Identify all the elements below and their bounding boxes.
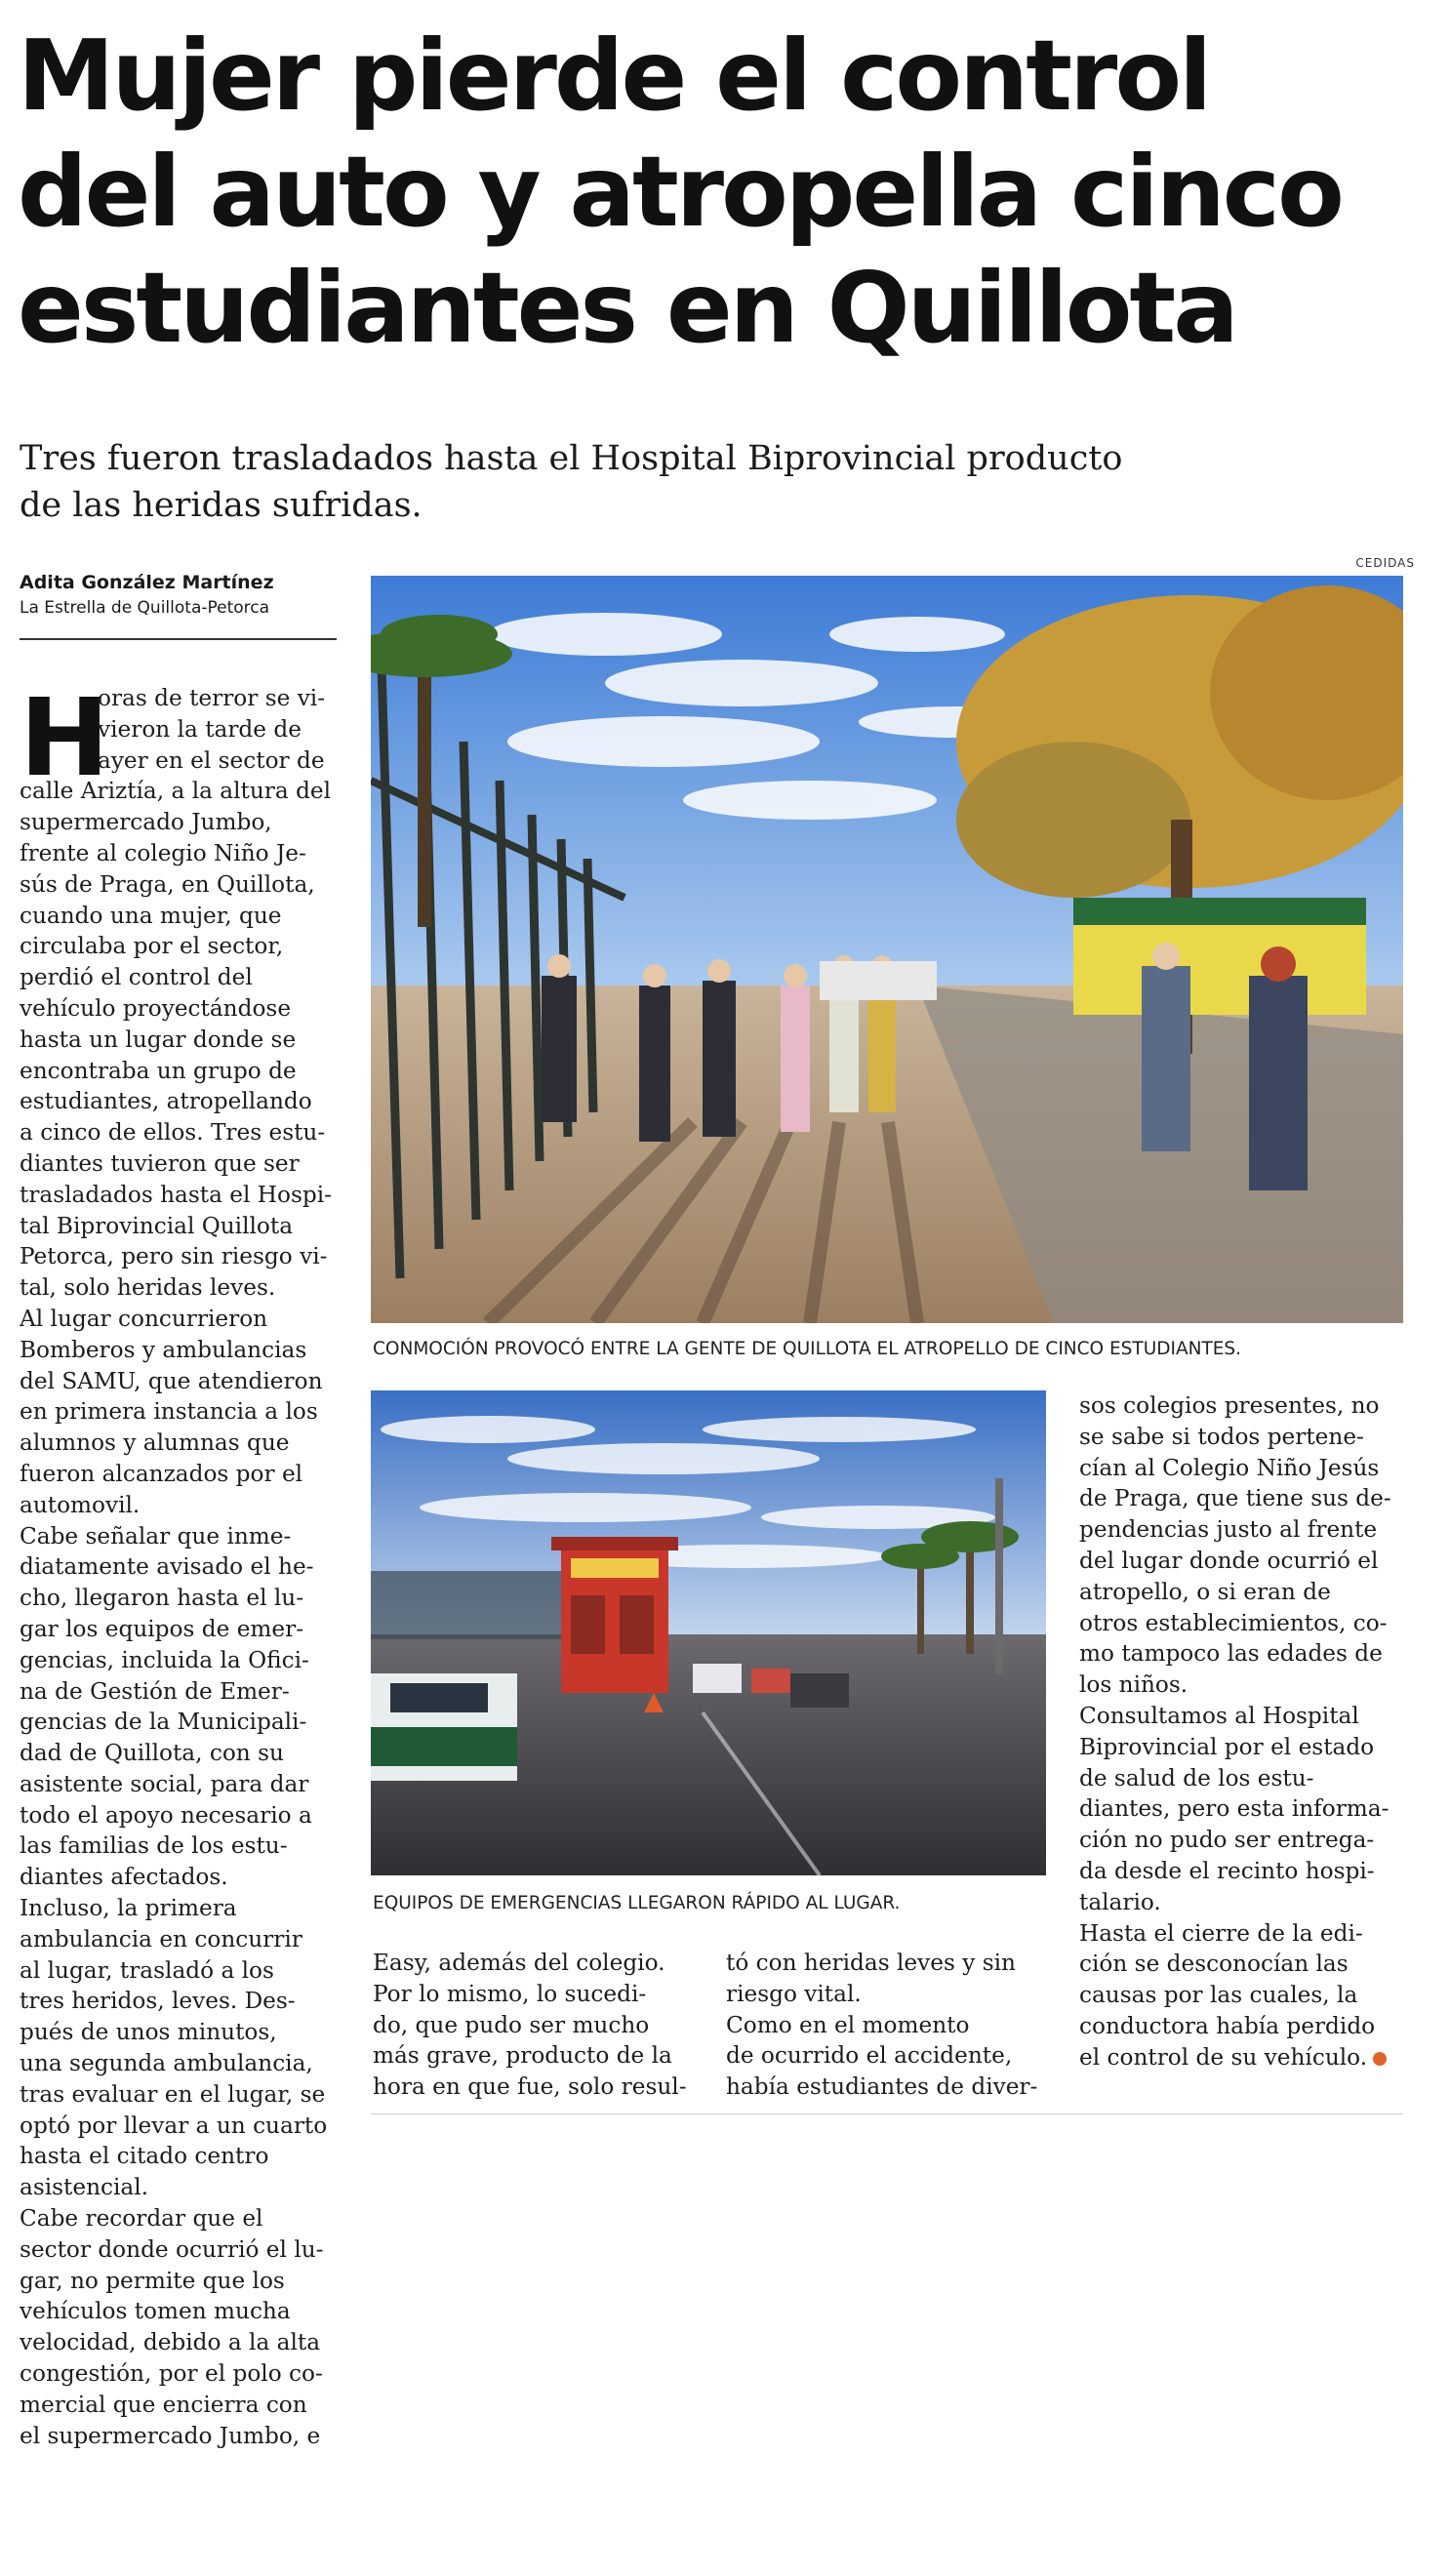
article-text-line: cían al Colegio Niño Jesús (1079, 1454, 1380, 1481)
article-text-line: diantes afectados. (20, 1864, 228, 1891)
article-text-line: tres heridos, leves. Des- (20, 1988, 296, 2015)
article-text-line: del lugar donde ocurrió el (1079, 1547, 1379, 1574)
article-text-line: do, que pudo ser mucho (373, 2011, 650, 2038)
article-text-line: da desde el recinto hospi- (1079, 1857, 1375, 1884)
article-text-line: Cabe recordar que el (20, 2205, 263, 2233)
article-text-line: gencias de la Municipali- (20, 1709, 307, 1736)
article-column-1 (20, 675, 342, 2451)
article-text-line: Consultamos al Hospital (1079, 1702, 1359, 1729)
article-text-line: de Praga, que tiene sus de- (1079, 1485, 1391, 1512)
article-text-line: tal, solo heridas leves. (20, 1274, 276, 1302)
article-text-line: vehículo proyectándose (20, 994, 292, 1022)
article-text-line: Cabe señalar que inme- (20, 1522, 292, 1550)
article-text-line: fueron alcanzados por el (20, 1460, 303, 1487)
article-text-line: Al lugar concurrieron (20, 1305, 268, 1332)
photo-caption: CONMOCIÓN PROVOCÓ ENTRE LA GENTE DE QUILLOTA EL ATROPELLO DE CINCO ESTUDIANTES. (373, 1339, 1242, 1359)
photo-emergency-vehicles (371, 1390, 1046, 1875)
article-text-line: diantes, pero esta informa- (1079, 1795, 1390, 1823)
headline-line: del auto y atropella cinco (18, 135, 1342, 249)
article-text-line: riesgo vital. (726, 1980, 862, 2007)
article-text-line: hora en que fue, solo resul- (373, 2073, 687, 2101)
article-text-line: asistencial. (20, 2174, 149, 2201)
article-text-line: atropello, o si eran de (1079, 1578, 1331, 1605)
byline (20, 570, 337, 620)
article-text-line: diantes tuvieron que ser (20, 1149, 300, 1177)
article-text-line: otros establecimientos, co- (1079, 1609, 1388, 1636)
article-column-2 (373, 1948, 695, 2103)
article-text-line: trasladados hasta el Hospi- (20, 1181, 332, 1208)
article-text-line: diatamente avisado el he- (20, 1553, 314, 1581)
article-text-line: velocidad, debido a la alta (20, 2329, 321, 2356)
article-text-line: había estudiantes de diver- (726, 2073, 1038, 2101)
article-text-line: perdió el control del (20, 964, 253, 991)
article-text-line: a cinco de ellos. Tres estu- (20, 1119, 326, 1147)
article-text-line: Biprovincial por el estado (1079, 1733, 1375, 1760)
photo-students-street (371, 576, 1403, 1323)
article-text-line: Easy, además del colegio. (373, 1950, 665, 1976)
byline-divider (20, 638, 337, 640)
article-text-line: conductora había perdido (1079, 2012, 1376, 2039)
subheadline-line: de las heridas sufridas. (20, 486, 423, 525)
photo-emergency-vehicles-image (371, 1390, 1046, 1875)
article-text-line: una segunda ambulancia, (20, 2050, 313, 2077)
article-text-line: dad de Quillota, con su (20, 1740, 284, 1767)
article-text-line: supermercado Jumbo, (20, 809, 272, 836)
article-text-line: automovil. (20, 1491, 141, 1518)
article-text-line: ción se desconocían las (1079, 1951, 1349, 1978)
article-text-line: tal Biprovincial Quillota (20, 1212, 294, 1239)
subheadline-line: Tres fueron trasladados hasta el Hospital Biprovincial producto (20, 439, 1123, 478)
article-text-line: mercial que encierra con (20, 2391, 307, 2418)
article-text-line: mo tampoco las edades de (1079, 1640, 1383, 1668)
article-text-line: Petorca, pero sin riesgo vi- (20, 1243, 328, 1270)
article-end-icon (1373, 2052, 1387, 2066)
article-text-line: na de Gestión de Emer- (20, 1677, 290, 1705)
article-text-line: calle Ariztía, a la altura del (20, 778, 332, 805)
article-text-line: gar, no permite que los (20, 2267, 285, 2294)
subheadline (20, 435, 1288, 529)
article-text-line: de ocurrido el accidente, (726, 2042, 1013, 2070)
article-text-line: talario. (1079, 1888, 1161, 1915)
article-text-line: sos colegios presentes, no (1079, 1392, 1380, 1419)
article-text-line: vieron la tarde de (98, 715, 302, 743)
article-text-line: asistente social, para dar (20, 1770, 309, 1797)
article-text-line: optó por llevar a un cuarto (20, 2112, 328, 2139)
article-text-line: Hasta el cierre de la edi- (1079, 1919, 1363, 1947)
article-text-line: cuando una mujer, que (20, 902, 282, 929)
article-text-line: Por lo mismo, lo sucedi- (373, 1980, 647, 2007)
article-text-line: ción no pudo ser entrega- (1079, 1827, 1375, 1854)
article-text-line: pendencias justo al frente (1079, 1516, 1378, 1544)
article-column-3 (726, 1948, 1048, 2103)
article-text-line: tras evaluar en el lugar, se (20, 2080, 326, 2108)
article-text-line: gar los equipos de emer- (20, 1615, 304, 1642)
article-column-4 (1079, 1390, 1411, 2073)
article-text-line: ayer en el sector de (98, 746, 325, 774)
article-text-line: al lugar, trasladó a los (20, 1956, 274, 1984)
article-text-line: hasta un lugar donde se (20, 1026, 297, 1053)
article-text-line: sús de Praga, en Quillota, (20, 870, 315, 898)
headline (18, 18, 1423, 366)
article-text-line: circulaba por el sector, (20, 933, 284, 960)
article-text-line: los niños. (1079, 1671, 1188, 1699)
article-text-line: todo el apoyo necesario a (20, 1801, 312, 1829)
article-text-line: en primera instancia a los (20, 1398, 318, 1426)
photo-students-street-image (371, 576, 1403, 1323)
article-text-line: se sabe si todos pertene- (1079, 1423, 1364, 1450)
article-text-line: ambulancia en concurrir (20, 1925, 302, 1952)
article-text-line: encontraba un grupo de (20, 1057, 297, 1084)
article-text-line: el control de su vehículo. (1079, 2042, 1411, 2073)
article-text-line: pués de unos minutos, (20, 2019, 277, 2046)
byline-source: La Estrella de Quillota-Petorca (20, 598, 270, 618)
headline-line: Mujer pierde el control (18, 19, 1210, 133)
article-text-line: Como en el momento (726, 2011, 970, 2038)
article-end-divider (371, 2113, 1403, 2114)
article-text-line: sector donde ocurrió el lu- (20, 2235, 324, 2263)
drop-cap: H (20, 675, 110, 800)
article-text-line: Bomberos y ambulancias (20, 1336, 307, 1363)
article-text-line: congestión, por el polo co- (20, 2360, 323, 2388)
article-text-line: causas por las cuales, la (1079, 1982, 1358, 2009)
article-text-line: estudiantes, atropellando (20, 1088, 312, 1115)
article-text-line: cho, llegaron hasta el lu- (20, 1585, 304, 1612)
byline-author: Adita González Martínez (20, 572, 274, 593)
photo-credit: CEDIDAS (1355, 556, 1415, 570)
article-text-line: oras de terror se vi- (98, 685, 326, 711)
headline-line: estudiantes en Quillota (18, 251, 1236, 365)
photo-caption: EQUIPOS DE EMERGENCIAS LLEGARON RÁPIDO AL LUGAR. (373, 1893, 901, 1913)
article-text-line: alumnos y alumnas que (20, 1429, 290, 1457)
article-text-line: gencias, incluida la Ofici- (20, 1646, 309, 1673)
article-text-line: Incluso, la primera (20, 1895, 237, 1922)
article-text-line: de salud de los estu- (1079, 1764, 1314, 1791)
article-text-line: frente al colegio Niño Je- (20, 839, 306, 866)
article-text-line: hasta el citado centro (20, 2143, 269, 2170)
article-text-line: vehículos tomen mucha (20, 2298, 291, 2325)
article-text-line: el supermercado Jumbo, e (20, 2422, 321, 2449)
article-text-line: las familias de los estu- (20, 1832, 288, 1860)
article-text-line: más grave, producto de la (373, 2042, 672, 2070)
article-text-line: tó con heridas leves y sin (726, 1950, 1016, 1976)
article-text-line: del SAMU, que atendieron (20, 1367, 323, 1394)
